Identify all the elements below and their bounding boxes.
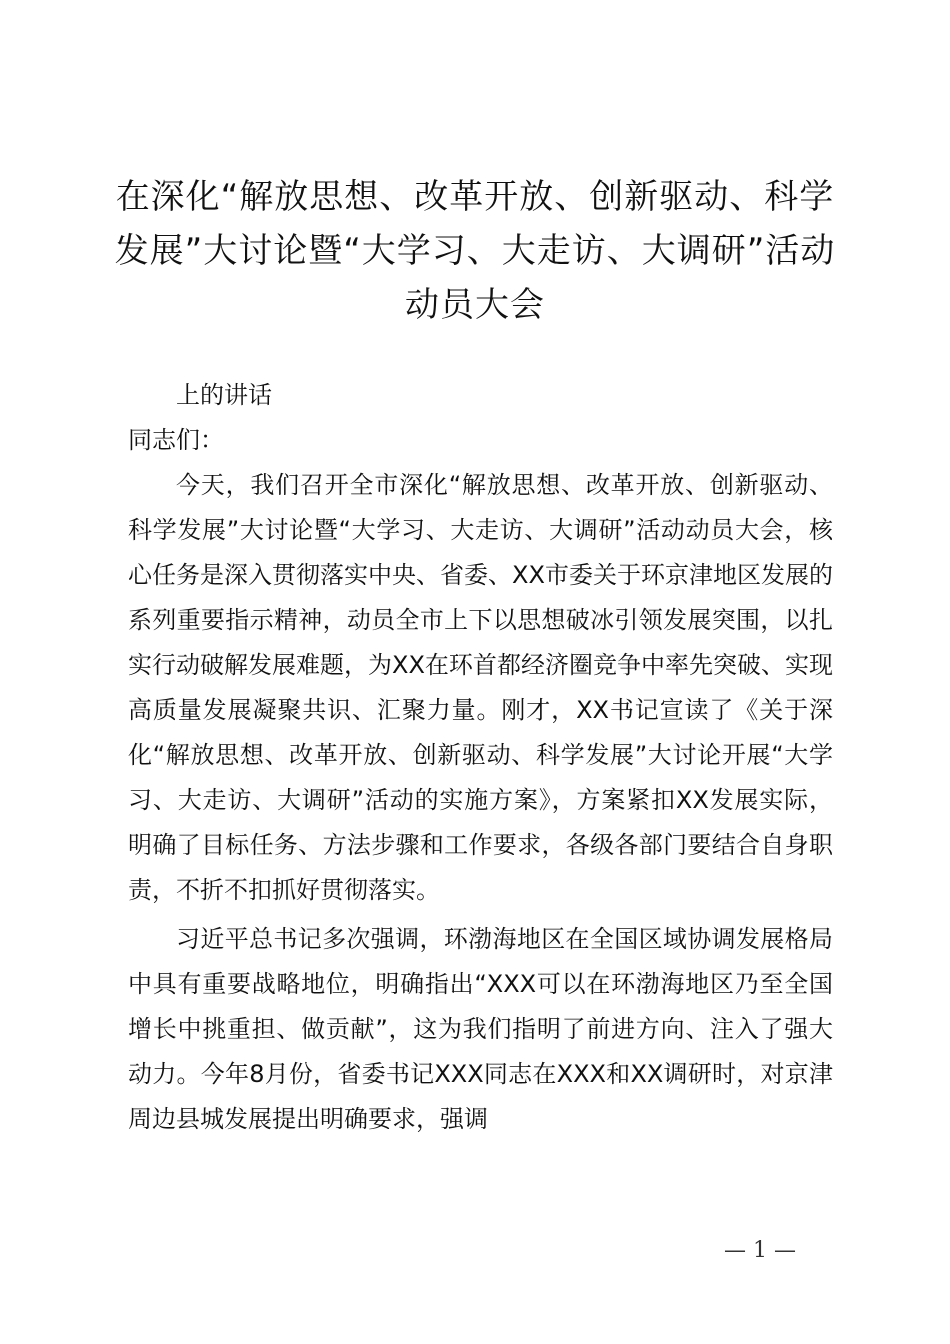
page-number: — 1 — bbox=[724, 1238, 796, 1263]
paragraph: 习近平总书记多次强调，环渤海地区在全国区域协调发展格局中具有重要战略地位，明确指出“XXX可以在环渤海地区乃至全国增长中挑重担、做贡献”，这为我们指明了前进方向、注入了强大动力。今年8月份，省委书记XXX同志在XXX和XX调研时，对京津周边县城发展提出明确要求，强调 bbox=[128, 925, 833, 1133]
document-subtitle: 上的讲话 bbox=[176, 381, 272, 409]
document-title: 在深化“解放思想、改革开放、创新驱动、科学发展”大讨论暨“大学习、大走访、大调研”活动动员大会 bbox=[114, 177, 836, 325]
paragraph: 今天，我们召开全市深化“解放思想、改革开放、创新驱动、科学发展”大讨论暨“大学习、大走访、大调研”活动动员大会，核心任务是深入贯彻落实中央、省委、XX市委关于环京津地区发展的系列重要指示精神，动员全市上下以思想破冰引领发展突围，以扎实行动破解发展难题，为XX在环首都经济圈竞争中率先突破、实现高质量发展凝聚共识、汇聚力量。刚才，XX书记宣读了《关于深化“解放思想、改革开放、创新驱动、科学发展”大讨论开展“大学习、大走访、大调研”活动的实施方案》，方案紧扣XX发展实际，明确了目标任务、方法步骤和工作要求，各级各部门要结合自身职责，不折不扣抓好贯彻落实。 bbox=[128, 471, 833, 904]
document-body bbox=[128, 373, 833, 1142]
salutation: 同志们： bbox=[128, 426, 224, 454]
